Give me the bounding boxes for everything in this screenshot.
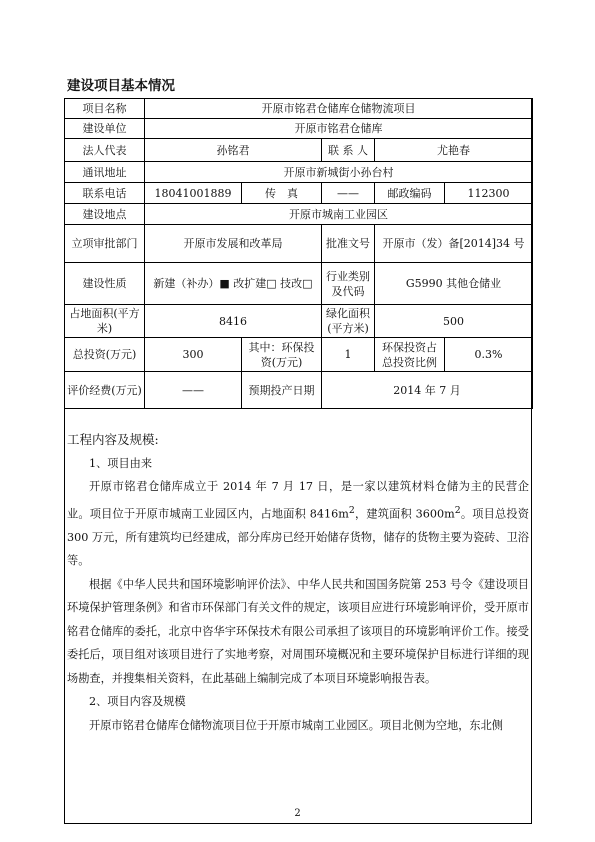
env-ratio-value: 0.3% (445, 338, 533, 372)
legal-rep-label: 法人代表 (65, 139, 145, 162)
paragraph-location: 开原市铭君仓储库仓储物流项目位于开原市城南工业园区。项目北侧为空地，东北侧 (89, 718, 503, 732)
postcode-value: 112300 (445, 183, 533, 204)
paragraph-text: 开原市铭君仓储库成立于 2014 年 7 月 17 日，是一家以建筑材料仓储为主的民营企业。项目位于开原市城南工业园区内，占地面积 8416m (67, 480, 529, 521)
project-content-section (67, 428, 529, 737)
paragraph-text: ，建筑面积 3600m (354, 507, 455, 521)
table-row (65, 99, 533, 119)
project-name-label: 项目名称 (65, 99, 145, 119)
start-date-value: 2014 年 7 月 (322, 372, 533, 409)
address-label: 通讯地址 (65, 162, 145, 183)
green-area-label: 绿化面积(平方米) (322, 305, 375, 338)
table-row (65, 204, 533, 225)
eval-fee-value: —— (145, 372, 242, 409)
site-label: 建设地点 (65, 204, 145, 225)
land-area-label: 占地面积(平方米) (65, 305, 145, 338)
postcode-label: 邮政编码 (375, 183, 445, 204)
subsection-heading-scope: 2、项目内容及规模 (89, 695, 186, 709)
superscript: 2 (348, 504, 355, 516)
table-row (65, 263, 533, 305)
phone-label: 联系电话 (65, 183, 145, 204)
table-row (65, 225, 533, 263)
address-value: 开原市新城街小孙台村 (145, 162, 533, 183)
table-row (65, 305, 533, 338)
table-row (65, 338, 533, 372)
project-name-value: 开原市铭君仓储库仓储物流项目 (145, 99, 533, 119)
paragraph-text: 。项目总投资 300 万元，所有建筑均已经建成，部分库房已经开始储存货物，储存的货物主要为瓷砖、卫浴等。 (67, 507, 529, 568)
page-title: 建设项目基本情况 (67, 78, 175, 94)
legal-rep-value: 孙铭君 (145, 139, 322, 162)
superscript: 2 (454, 504, 461, 516)
table-row (65, 119, 533, 139)
site-value: 开原市城南工业园区 (145, 204, 533, 225)
section-heading: 工程内容及规模: (67, 432, 159, 447)
approval-dept-label: 立项审批部门 (65, 225, 145, 263)
total-invest-label: 总投资(万元) (65, 338, 145, 372)
start-date-label: 预期投产日期 (242, 372, 322, 409)
table-row (65, 139, 533, 162)
env-invest-label: 其中：环保投资(万元) (242, 338, 322, 372)
table-row (65, 372, 533, 409)
env-invest-value: 1 (322, 338, 375, 372)
total-invest-value: 300 (145, 338, 242, 372)
paragraph-regulations: 根据《中华人民共和国环境影响评价法》、中华人民共和国国务院第 253 号令《建设项目环境保护管理条例》和省市环保部门有关文件的规定，该项目应进行环境影响评价，受开原市铭君仓储库的委托，北京中咨华宇环保技术有限公司承担了该项目的环境影响评价工作。接受委托后，项目组对该项目进行了实地考察，对周围环境概况和主要环境保护目标进行详细的现场勘查，并搜集相关资料，在此基础上编制完成了本项目环境影响报告表。 (67, 577, 529, 685)
fax-value: —— (322, 183, 375, 204)
page-number: 2 (294, 808, 301, 819)
table-row (65, 183, 533, 204)
subsection-heading-origin: 1、项目由来 (89, 456, 153, 470)
industry-label: 行业类别及代码 (322, 263, 375, 305)
phone-value: 18041001889 (145, 183, 242, 204)
green-area-value: 500 (375, 305, 533, 338)
env-ratio-label: 环保投资占总投资比例 (375, 338, 445, 372)
nature-label: 建设性质 (65, 263, 145, 305)
industry-value: G5990 其他仓储业 (375, 263, 533, 305)
fax-label: 传 真 (242, 183, 322, 204)
land-area-value: 8416 (145, 305, 322, 338)
approval-no-label: 批准文号 (322, 225, 375, 263)
eval-fee-label: 评价经费(万元) (65, 372, 145, 409)
builder-label: 建设单位 (65, 119, 145, 139)
approval-dept-value: 开原市发展和改革局 (145, 225, 322, 263)
paragraph-origin (67, 475, 529, 573)
basic-info-table (64, 98, 533, 409)
builder-value: 开原市铭君仓储库 (145, 119, 533, 139)
contact-label: 联 系 人 (322, 139, 375, 162)
table-row (65, 162, 533, 183)
contact-value: 尤艳春 (375, 139, 533, 162)
approval-no-value: 开原市（发）备[2014]34 号 (375, 225, 533, 263)
nature-value: 新建（补办）■ 改扩建□ 技改□ (145, 263, 322, 305)
